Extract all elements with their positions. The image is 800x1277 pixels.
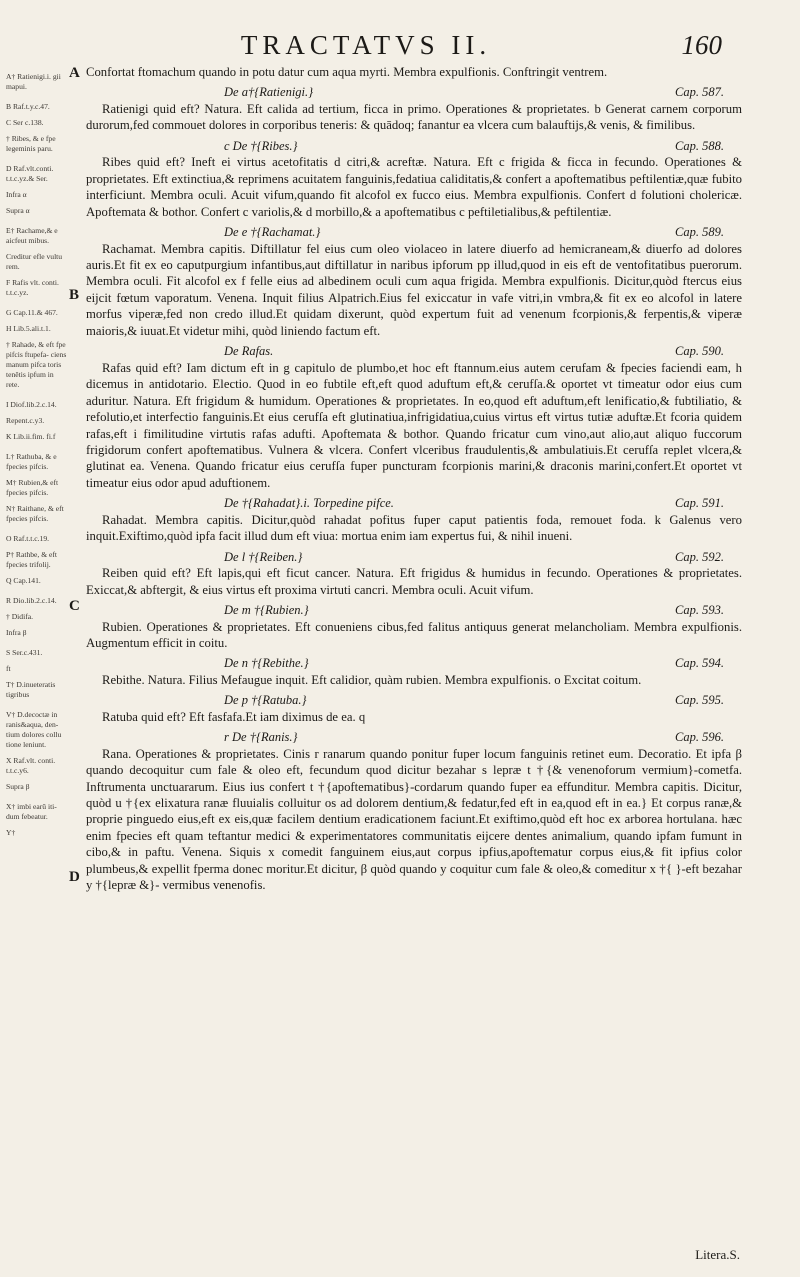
chapter-heading (86, 729, 742, 745)
margin-note: K Lib.ii.fim. fi.f (6, 432, 56, 441)
margin-note: Y† (6, 828, 16, 837)
margin-note: N† Raithane, & eft fpecies pifcis. (6, 504, 64, 523)
margin-note: O Raf.t.t.c.19. (6, 534, 50, 543)
section-letter-d: D (69, 869, 80, 885)
margin-notes (6, 72, 68, 844)
chapter-heading (86, 495, 742, 511)
body-paragraph: Rahadat. Membra capitis. Dicitur,quòd rahadat pofitus fuper caput patientis foda, remouet foda. k Galenus vero inquit.Exiftimo,quòd ipfa facit illud dum eft viua: mortua enim iam expertus fui, & nihil inueni. (86, 512, 742, 544)
chapter-title: De Rafas. (224, 344, 274, 359)
chapter-number: Cap. 591. (675, 496, 724, 511)
chapter-number: Cap. 593. (675, 603, 724, 618)
margin-note: Infra α (6, 190, 27, 199)
body-paragraph: Confortat ftomachum quando in potu datur cum aqua myrti. Membra expulfionis. Conftringit ventrem. (86, 65, 608, 79)
body-paragraph: Reiben quid eft? Eft lapis,qui eft ficut cancer. Natura. Eft frigidus & humidus in fecundo. Operationes & proprietates. Exiccat,& abftergit, & eius virtus eft proxima virtuti cancri. Membra oculi. Acuit vifum. (86, 566, 742, 597)
chapter-title: De m †{Rubien.} (224, 603, 309, 618)
margin-note: † Rahade, & eft fpe pifcis ftupefa- ciens manum pifca toris tenêtis ipfum in rete. (6, 340, 67, 389)
chapter-title: De l †{Reiben.} (224, 549, 303, 564)
chapter-number: Cap. 595. (675, 693, 724, 708)
catchword: Litera.S. (695, 1247, 740, 1262)
margin-note: E† Rachame,& e aicfeut mibus. (6, 226, 58, 245)
margin-note: H Lib.5.ali.t.1. (6, 324, 51, 333)
chapter-number: Cap. 592. (675, 549, 724, 564)
running-title: TRACTATVS II. (240, 30, 492, 60)
chapter-number: Cap. 588. (675, 138, 724, 153)
margin-note: T† D.inueteratis tigribus (6, 680, 56, 699)
chapter-heading (86, 138, 742, 154)
chapter-heading (86, 343, 742, 359)
margin-note: R Dio.lib.2.c.14. (6, 596, 57, 605)
chapter-number: Cap. 594. (675, 656, 724, 671)
chapter-heading (86, 655, 742, 671)
chapter-title: De p †{Ratuba.} (224, 693, 307, 708)
body-paragraph: Rachamat. Membra capitis. Diftillatur fel eius cum oleo violaceo in latere diuerfo ad hemicraneam,& diuerfo ad dolores auris.Et fit ex eo caputpurgium infantibus,aut diftillatur in naribus ipforum pp illud,quod in eis eft de ventofitatibus puerorum. Membra oculi. Fit alcofol ex f felle eius ad albedinem oculi cum aqua frigida. Membra expulfionis. Dicitur,quòd ftercus eius eijcit fœtum vaporatum. Venena. Inquit filius Alpatrich.Eius fel exiccatur in vafe vitri,in vmbra,& fit ex eo alcofol in latere morfus viperæ,fed non credo illud.Et quidam dixerunt, quòd expertum fuit ad venenum fcorpionis,& ferpentis,& viperæ maioris,& iuuat.Et videtur mihi, quòd liniendo factum eft. (86, 241, 742, 338)
section-letter-c: C (69, 598, 80, 614)
margin-note: I Diof.lib.2.c.14. (6, 400, 57, 409)
page-header (60, 28, 760, 62)
margin-note: X† imbi earū iti- dum febeatur. (6, 802, 57, 821)
chapter-heading (86, 602, 742, 618)
margin-note: C Ser c.138. (6, 118, 44, 127)
chapter-number: Cap. 589. (675, 225, 724, 240)
chapter-heading (86, 224, 742, 240)
margin-note: S Ser.c.431. (6, 648, 43, 657)
margin-note: ft (6, 664, 11, 673)
section-letter-a: A (69, 65, 80, 81)
body-paragraph: Ratuba quid eft? Eft fasfafa.Et iam diximus de ea. q (102, 709, 366, 724)
chapter-title: De †{Rahadat}.i. Torpedine pifce. (224, 496, 394, 511)
margin-note: Infra β (6, 628, 27, 637)
margin-note: X Raf.vlt. conti. t.t.c.y6. (6, 756, 56, 775)
margin-note: A† Ratienigi.i. gii mapui. (6, 72, 61, 91)
body-paragraph: Rana. Operationes & proprietates. Cinis r ranarum quando ponitur fuper locum fanguinis retinet eum. Decoratio. Et ipfa β quando decoquitur cum fale & oleo eft, fecundum quod dicitur bezahar s lepræ t †{& venenoforum vermium}-cometfa. Inftrumenta unctuararum. Eius ius confert t †{apoftematibus}-cordarum quando fuper ea effunditur. Membra capitis. Dicitur, quòd u †{ex elixatura ranæ fluuialis colluitur os ad dolorem dentium,& fedatur,fed eft in ea,quod eft in ea.} Et corpus ranæ,& proprie pinguedo eius,eft ex eis,quæ facilem dentium eradicationem faciunt.Et exiftimo,quòd eft hoc ex arborea hortulana. hæc enim fpecies eft quam teftantur medici & experimentatores communitatis eijcere dentes animalium, quando ipfam fumunt in cibo,& in paftu. Venena. Siquis x comedit fanguinem eius,aut corpus ipfius,apoftematur corpus eius,& fit ipfius color plumbeus,& expellit fperma donec moritur.Et dicitur, β quòd quando y coquitur cum fale & oleo,& comeditur x †{ }-eft bezahar y †{lepræ &}- vermibus venenofis. (86, 746, 742, 893)
margin-note: G Cap.11.& 467. (6, 308, 58, 317)
chapter-title: De n †{Rebithe.} (224, 656, 309, 671)
chapter-title: r De †{Ranis.} (224, 730, 298, 745)
chapter-title: De e †{Rachamat.} (224, 225, 321, 240)
body-paragraph: Ratienigi quid eft? Natura. Eft calida ad tertium, ficca in primo. Operationes & proprietates. b Generat carnem corporum durorum,fed commouet dolores in corporibus teneris: & quādoq; fanantur ea vlcera cum balauftijs,& venis, & fimilibus. (86, 101, 742, 133)
margin-note: Supra β (6, 782, 30, 791)
margin-note: B Raf.t.y.c.47. (6, 102, 50, 111)
margin-note: † Ribes, & e fpe legeminis paru. (6, 134, 56, 153)
chapter-heading (86, 549, 742, 565)
chapter-number: Cap. 590. (675, 344, 724, 359)
body-paragraph: Ribes quid eft? Ineft ei virtus acetofitatis d citri,& acreftæ. Natura. Eft c frigida & ficca in fecundo. Operationes & proprietates. Eft extinctiua,& reprimens acuitatem fanguinis,fedatiua caliditatis,& confert a apoftematibus peftilentiæ,quæ fubito interficiunt. Membra oculi. Acuit vifum,quando fit alcofol ex fucco eius. Membra expulfionis. Confert d folutioni cholericæ. Apoftemata & bothor. Confert c variolis,& d morbillo,& a apoftematibus c peftiletialibus,& peftilentiæ. (86, 155, 742, 219)
margin-note: † Didifa. (6, 612, 33, 621)
margin-note: P† Rathbe, & eft fpecies trifolij. (6, 550, 58, 569)
body-paragraph: Rafas quid eft? Iam dictum eft in g capitulo de plumbo,et hoc eft ftannum.eius autem cerufam & fpecies faciendi eam, h dicemus in antidotario. Electio. Quod in eo fubtile eft,eft quod aduftum eft,& cerufſa.& oportet vt timeatur odor eius cum aduritur. Natura. Eft frigidum & humidum. Operationes & proprietates. In eo,quod eft aduftum,eft lenificatio,& fubtiliatio, & refolutio,et interfectio fanguinis.Et eius cerufſa eft glutinatiua,infrigidatiua,cuius virtus eft virtus tutiæ aduftæ.Et fcoria quidem rafas,eft i fimilitudine virtutis rafas adufti. Apoftemata & bothor. Quando fricatur cum vino,aut alio,aut aliquo fuccorum frigidorum confert apoftematibus. Vulnera & vlcera. Confert vlceribus fraudulentis,& ambulatiuis.Et cerufſa replet vlcera,& glutinat ea. Venena. Quando fricatur eius cerufſa fuper puncturam fcorpionis marini,& draconis marini,confert.Et oportet vt timeatur eius odor apud aduftionem. (86, 360, 742, 490)
margin-note: Q Cap.141. (6, 576, 41, 585)
margin-note: V† D.decoctæ in ranis&aqua, den- tium dolores collu tione leniunt. (6, 710, 62, 749)
body-paragraph: Rubien. Operationes & proprietates. Eft conueniens cibus,fed falitus antiquus generat melancholiam. Membra expulfionis. Augmentum efficit in coitu. (86, 619, 742, 650)
main-text (86, 64, 742, 894)
chapter-title: c De †{Ribes.} (224, 138, 298, 153)
chapter-heading (86, 692, 742, 708)
margin-note: D Raf.vlt.conti. t.t.c.yz.& Ser. (6, 164, 54, 183)
margin-note: Creditur efle vultu rem. (6, 252, 63, 271)
page-number: 160 (681, 30, 722, 60)
chapter-number: Cap. 587. (675, 85, 724, 100)
chapter-number: Cap. 596. (675, 730, 724, 745)
margin-note: Supra α (6, 206, 30, 215)
margin-note: F Rafis vlt. conti. t.t.c.yz. (6, 278, 59, 297)
margin-note: M† Rubien,& eft fpecies pifcis. (6, 478, 59, 497)
body-paragraph: Rebithe. Natura. Filius Mefaugue inquit. Eft calidior, quàm rubien. Membra expulfionis. o Excitat coitum. (102, 672, 642, 687)
chapter-heading (86, 84, 742, 100)
margin-note: L† Rathuba, & e fpecies pifcis. (6, 452, 57, 471)
margin-note: Repent.c.y3. (6, 416, 45, 425)
section-letter-b: B (69, 287, 80, 303)
chapter-title: De a†{Ratienigi.} (224, 85, 314, 100)
